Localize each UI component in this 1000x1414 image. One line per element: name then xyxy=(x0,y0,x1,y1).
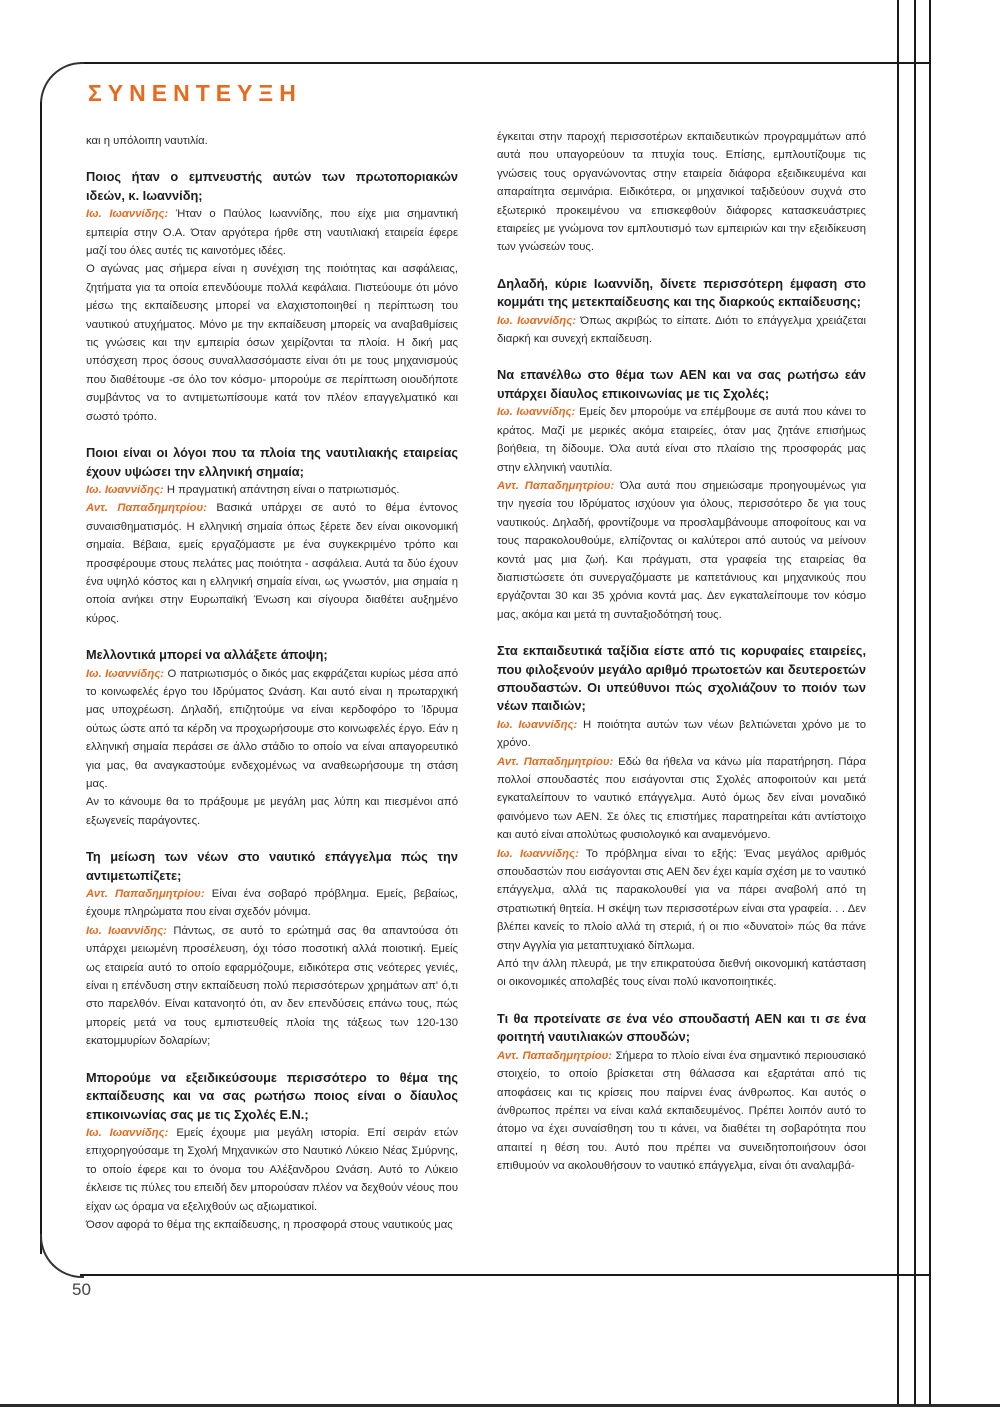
right-column xyxy=(497,128,866,1176)
answer-text: Είναι ένα σοβαρό πρόβλημα. Εμείς, βεβαίως, έχουμε πληρώματα που είναι σχεδόν μόνιμα. xyxy=(86,888,458,919)
answer-text: Ο πατριωτισμός ο δικός μας εκφράζεται κυρίως μέσα από το κοινωφελές έργο του Ιδρύματος Ωνάση. Και αυτό είναι η πρωταρχική μας υποχρέωση. Δηλαδή, επιζητούμε να είναι κερδοφόρο το Ίδρυμα ούτως ώστε από τα κέρδη να προχωρήσουμε στο κοινωφελές έργο. Εάν η ελληνική σημαία περάσει σε άλλο στάδιο το οποίο να είναι απαγορευτικό για μας, θα αναγκαστούμε ενδεχομένως να αναθεωρήσουμε τη στάση μας. xyxy=(86,667,458,790)
answer-text: Πάντως, σε αυτό το ερώτημά σας θα απαντούσα ότι υπάρχει μειωμένη προσέλευση, όχι τόσο ποσοτική αλλά ποιοτική. Εμείς ως εταιρεία αυτό το οποίο εφαρμόζουμε, ειδικότερα στις νεότερες γενιές, είναι η επένδυση στην εκπαίδευση πολύ περισσότερων χρημάτων απ' ό,τι στο παρελθόν. Είναι κατανοητό ότι, αν δεν επενδύσεις επάνω τους, πώς μπορείς μετά να τους εμπιστευθείς πλοία της τάξεως των 120-130 εκατομμυρίων δολαρίων; xyxy=(86,924,458,1048)
question-heading: Τι θα προτείνατε σε ένα νέο σπουδαστή ΑΕΝ και τι σε ένα φοιτητή ναυτιλιακών σπουδών; xyxy=(497,1010,866,1045)
speaker-label: Ιω. Ιωαννίδης: xyxy=(86,208,169,221)
question-heading: Μπορούμε να εξειδικεύσουμε περισσότερο το θέμα της εκπαίδευσης και να σας ρωτήσω ποιος είναι ο δίαυλος επικοινωνίας σας με τις Σχολές Ε.Ν.; xyxy=(86,1069,458,1122)
answer-text: Εμείς δεν μπορούμε να επέμβουμε σε αυτά που κάνει το κράτος. Μαζί με μερικές ακόμα εταιρείες, όταν μας ζητάνε επισήμως βοήθεια, τη δίδουμε. Όλα αυτά είναι στο πλαίσιο της προσφοράς μας στην ελληνική ναυτιλία. xyxy=(497,406,866,474)
paragraph: Από την άλλη πλευρά, με την επικρατούσα διεθνή οικονομική κατάσταση οι οικονομικές απολαβές τους είναι πολύ ικανοποιητικές. xyxy=(497,958,866,989)
speaker-label: Ιω. Ιωαννίδης: xyxy=(497,406,576,419)
answer-paragraph xyxy=(86,205,458,260)
answer-paragraph xyxy=(497,312,866,349)
speaker-label: Αντ. Παπαδημητρίου: xyxy=(497,1049,613,1062)
answer-paragraph xyxy=(86,499,458,628)
answer-text: Όπως ακριβώς το είπατε. Διότι το επάγγελμα χρειάζεται διαρκή και συνεχή εκπαίδευση. xyxy=(497,314,866,346)
page-number: 50 xyxy=(72,1280,91,1299)
paragraph: και η υπόλοιπη ναυτιλία. xyxy=(86,135,208,147)
answer-paragraph xyxy=(86,1124,458,1216)
answer-paragraph xyxy=(497,403,866,477)
speaker-label: Αντ. Παπαδημητρίου: xyxy=(86,888,205,901)
speaker-label: Ιω. Ιωαννίδης: xyxy=(86,483,164,496)
answer-text: Η ποιότητα αυτών των νέων βελτιώνεται χρόνο με το χρόνο. xyxy=(497,718,866,750)
answer-paragraph xyxy=(497,1047,866,1176)
question-heading: Ποιος ήταν ο εμπνευστής αυτών των πρωτοποριακών ιδεών, κ. Ιωαννίδη; xyxy=(86,169,458,203)
question-heading: Ποιοι είναι οι λόγοι που τα πλοία της ναυτιλιακής εταιρείας έχουν υψώσει την ελληνική σημαία; xyxy=(86,445,458,479)
paragraph: έγκειται στην παροχή περισσοτέρων εκπαιδευτικών προγραμμάτων από αυτά που υπαγορεύουν τα πτυχία τους. Επίσης, εμπλουτίζουμε τις γνώσεις τους οργανώνοντας στην εταιρεία διάφορα εξειδικευμένα και απαραίτητα σεμινάρια. Ειδικότερα, οι μηχανικοί ταξιδεύουν συχνά στο εξωτερικό προκειμένου να επισκεφθούν διάφορες κατασκευάστριες εταιρείες με γνώμονα τον εμπλουτισμό των εμπειριών και την εξειδίκευση των γνώσεών τους. xyxy=(497,131,866,254)
answer-paragraph xyxy=(497,753,866,845)
frame-header-rule xyxy=(80,62,898,64)
frame-top-left-corner xyxy=(40,62,84,106)
question-heading: Δηλαδή, κύριε Ιωαννίδη, δίνετε περισσότερη έμφαση στο κομμάτι της μετεκπαίδευσης και της διαρκούς εκπαίδευσης; xyxy=(497,275,866,310)
answer-paragraph xyxy=(86,481,458,499)
frame-vertical-rule-2 xyxy=(914,0,916,1404)
answer-text: Το πρόβλημα είναι το εξής: Ένας μεγάλος αριθμός σπουδαστών που εισάγονται στις ΑΕΝ δεν έχει καμία σχέση με το ναυτικό επάγγελμα, αλλά τις παρακολουθεί για να πάρει αναβολή από τη στρατιωτική θητεία. Η σκέψη των περισσοτέρων είναι στα γραφεία. . . Δεν βλέπει κανείς το πλοίο αλλά τη στεριά, ή οι πιο «δυνατοί» πώς θα πάνε στην Αγγλία για μεταπτυχιακό δίπλωμα. xyxy=(497,847,866,952)
speaker-label: Ιω. Ιωαννίδης: xyxy=(497,847,579,860)
left-column xyxy=(86,132,458,1234)
answer-paragraph xyxy=(497,845,866,955)
paragraph: Όσον αφορά το θέμα της εκπαίδευσης, η προσφορά στους ναυτικούς μας xyxy=(86,1218,453,1231)
section-label: ΣΥΝΕΝΤΕΥΞΗ xyxy=(88,80,302,106)
paragraph: Ο αγώνας μας σήμερα είναι η συνέχιση της ποιότητας και ασφάλειας, ζητήματα για τα οποία επενδύουμε πολλά κεφάλαια. Πιστεύουμε ότι μόνο μέσω της εκπαίδευσης μπορεί να ελαχιστοποιηθεί η περίπτωση του ναυτικού ατυχήματος. Μόνο με την εκπαίδευση μπορείς να αναβαθμίσεις τις γνώσεις και την εμπειρία όσων χειρίζονται τα πλοία. Η δική μας υπόσχεση προς όσους συναλλασσόμαστε είναι ότι με τους μηχανισμούς που διαθέτουμε -σε όλο τον κόσμο- μπορούμε σε περίπτωση οιουδήποτε συμβάντος να το αντιμετωπίσουμε κατά τον πλέον επαγγελματικό και σωστό τρόπο. xyxy=(86,263,458,423)
frame-bottom-left-corner xyxy=(40,1234,84,1278)
speaker-label: Ιω. Ιωαννίδης: xyxy=(497,718,578,731)
question-heading: Μελλοντικά μπορεί να αλλάξετε άποψη; xyxy=(86,647,328,663)
answer-text: Σήμερα το πλοίο είναι ένα σημαντικό περιουσιακό στοιχείο, το οποίο βρίσκεται στη θάλασσα και εξαρτάται από τις αποφάσεις και τις κρίσεις που παίρνει ένας άνθρωπος. Και αυτός ο άνθρωπος πρέπει να είναι καλά εκπαιδευμένος. Πρέπει λοιπόν αυτό το άτομο να έχει συναίσθηση του τι κάνει, να διαθέτει τη σοβαρότητα που απαιτεί η θέση του. Αυτό που πρέπει να συνειδητοποιήσουν όσοι επιθυμούν να ακολουθήσουν το ναυτικό επάγγελμα, είναι ότι αναλαμβά- xyxy=(497,1049,866,1173)
question-heading: Τη μείωση των νέων στο ναυτικό επάγγελμα πώς την αντιμετωπίζετε; xyxy=(86,849,458,883)
bottom-edge-rule xyxy=(0,1404,1000,1407)
speaker-label: Ιω. Ιωαννίδης: xyxy=(86,667,165,680)
frame-footer-rule xyxy=(80,1274,898,1276)
answer-paragraph xyxy=(86,885,458,922)
speaker-label: Αντ. Παπαδημητρίου: xyxy=(86,502,207,515)
speaker-label: Ιω. Ιωαννίδης: xyxy=(497,314,576,327)
answer-paragraph xyxy=(497,477,866,624)
speaker-label: Ιω. Ιωαννίδης: xyxy=(86,924,167,937)
answer-text: Εμείς έχουμε μια μεγάλη ιστορία. Επί σειράν ετών επιχορηγούσαμε τη Σχολή Μηχανικών στο Ναυτικό Λύκειο Νέας Σμύρνης, το οποίο έφερε και το όνομα του Αλέξανδρου Ωνάση. Αυτό το Λύκειο έκλεισε τις πύλες του επειδή δεν μπορούσαν πλέον να δεχθούν νέους που είχαν ως όραμα να εξελιχθούν ως αξιωματικοί. xyxy=(86,1126,458,1213)
answer-paragraph xyxy=(497,716,866,753)
speaker-label: Αντ. Παπαδημητρίου: xyxy=(497,755,614,768)
frame-crossbar-top xyxy=(897,62,931,64)
answer-text: Η πραγματική απάντηση είναι ο πατριωτισμός. xyxy=(166,483,400,496)
question-heading: Στα εκπαιδευτικά ταξίδια είστε από τις κορυφαίες εταιρείες, που φιλοξενούν μεγάλο αριθμό πρωτοετών και δευτεροετών σπουδαστών. Οι υπεύθυνοι πώς σχολιάζουν το ποιόν των νέων παιδιών; xyxy=(497,643,866,714)
speaker-label: Ιω. Ιωαννίδης: xyxy=(86,1126,169,1139)
paragraph: Αν το κάνουμε θα το πράξουμε με μεγάλη μας λύπη και πιεσμένοι από εξωγενείς παράγοντες. xyxy=(86,796,458,827)
answer-text: Βασικά υπάρχει σε αυτό το θέμα έντονος συναισθηματισμός. Η ελληνική σημαία όπως ξέρετε δεν είναι οικονομική σημαία. Βέβαια, εμείς εργαζόμαστε με ένα συγκεκριμένο τρόπο και προσφέρουμε στους πελάτες μας ποιότητα - ασφάλεια. Αυτά τα δύο έχουν ένα υψηλό κόστος και η ελληνική σημαία είναι, ως γνωστόν, μια σημαία η οποία ανήκει στην Ευρωπαϊκή Ένωση και σίγουρα διαθέτει αυξημένο κύρος. xyxy=(86,502,458,625)
question-heading: Να επανέλθω στο θέμα των ΑΕΝ και να σας ρωτήσω εάν υπάρχει δίαυλος επικοινωνίας με τις Σχολές; xyxy=(497,367,866,401)
answer-text: Εδώ θα ήθελα να κάνω μία παρατήρηση. Πάρα πολλοί σπουδαστές που εισάγονται στις Σχολές αποφοιτούν και μετά εγκαταλείπουν το ναυτικό επάγγελμα. Αυτό όμως δεν είναι μοναδικό φαινόμενο των ΑΕΝ. Σε όλες τις επιστήμες παρατηρείται κάτι αντίστοιχο και αυτό είναι απολύτως φυσιολογικό και αναμενόμενο. xyxy=(497,755,866,842)
frame-vertical-rule-3 xyxy=(929,0,931,1404)
frame-left-rule xyxy=(40,102,42,1254)
answer-paragraph xyxy=(86,665,458,794)
frame-vertical-rule-1 xyxy=(897,0,899,1404)
speaker-label: Αντ. Παπαδημητρίου: xyxy=(497,479,615,492)
frame-crossbar-bottom xyxy=(897,1274,931,1276)
answer-paragraph xyxy=(86,922,458,1051)
answer-text: Όλα αυτά που σημειώσαμε προηγουμένως για την ηγεσία του Ιδρύματος ισχύουν για όλους, περισσότερο δε για τους ναυτικούς. Δηλαδή, φροντίζουμε να προσλαμβάνουμε αποφοίτους και να τους παρακολουθούμε, ελπίζοντας οι καλύτεροι από αυτούς να μείνουν κοντά μας μια ζωή. Και πράγματι, στα γραφεία της εταιρείας θα διαπιστώσετε ότι συνεργαζόμαστε με καπετάνιους και μηχανικούς που εργάζονται 30 και 35 χρόνια κοντά μας. Δεν εγκαταλείπουμε τον κόσμο μας, ακόμα και μετά τη συνταξιοδότησή τους. xyxy=(497,479,866,621)
answer-text: Ήταν ο Παύλος Ιωαννίδης, που είχε μια σημαντική εμπειρία στην Ο.Α. Όταν αργότερα ήρθε στη ναυτιλιακή εταιρεία έφερε μαζί του όλες αυτές τις καινοτόμες ιδέες. xyxy=(86,208,458,258)
